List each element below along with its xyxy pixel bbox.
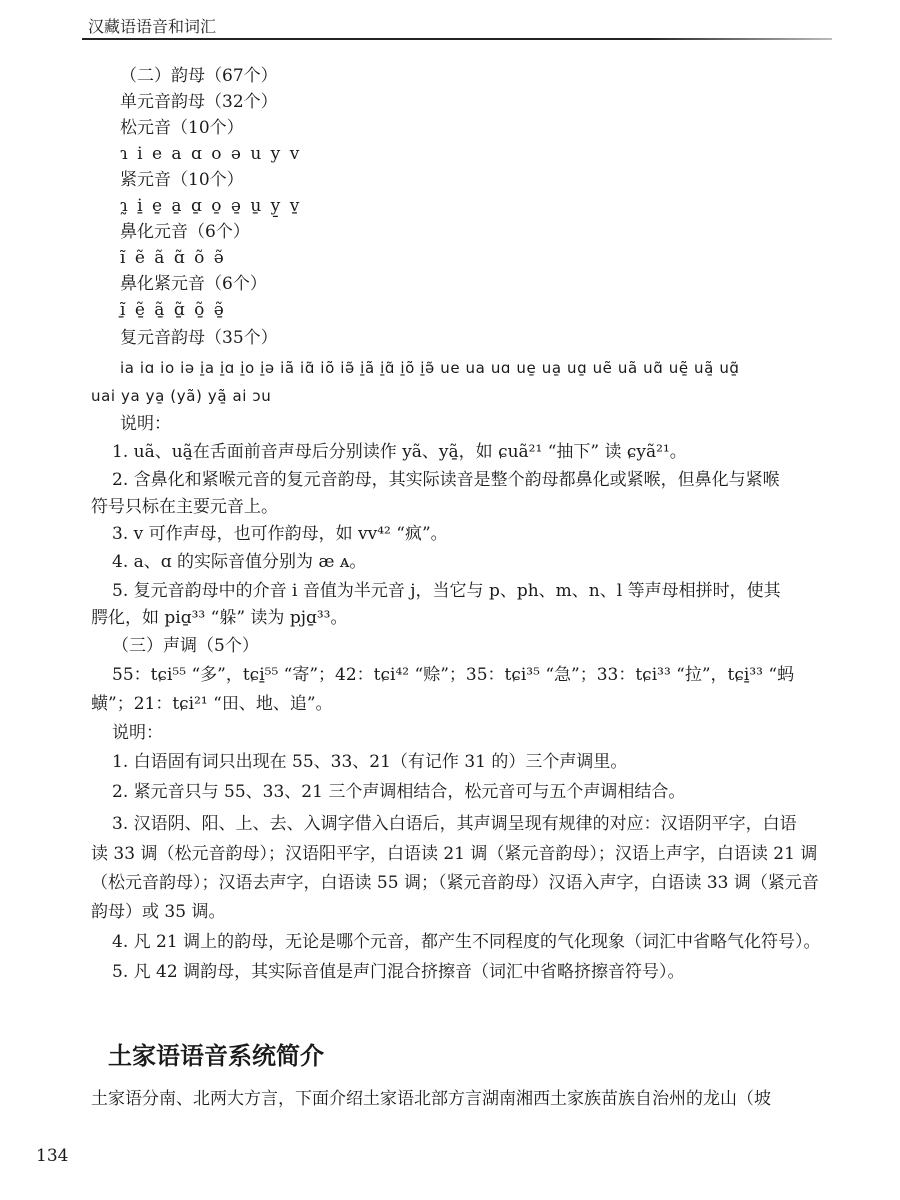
diphthong-heading: 复元音韵母（35个）: [120, 328, 278, 348]
notes-1-label: 说明：: [120, 414, 171, 434]
monophthong-heading: 单元音韵母（32个）: [120, 92, 278, 112]
lax-vowels: ɿ i e a ɑ o ə u y v: [120, 144, 302, 164]
tense-heading: 紧元音（10个）: [120, 170, 244, 190]
section-title: 土家语语音系统简介: [108, 1042, 324, 1070]
note-2-3a: 3. 汉语阴、阳、上、去、入调字借入白语后，其声调呈现有规律的对应：汉语阴平字，白语: [112, 814, 797, 834]
note-2-3b: 读 33 调（松元音韵母）；汉语阳平字，白语读 21 调（紧元音韵母）；汉语上声字，白语读 21 调: [91, 844, 818, 864]
note-1-5a: 5. 复元音韵母中的介音 i 音值为半元音 j，当它与 p、ph、m、n、l 等声母相拼时，使其: [112, 581, 781, 601]
nasal-tense-vowels: ĩ̱ ẽ̱ ã̱ ɑ̱̃ õ̱ ə̱̃: [120, 300, 226, 320]
notes-2-label: 说明：: [112, 723, 163, 743]
page-number: 134: [36, 1146, 69, 1166]
note-2-2: 2. 紧元音只与 55、33、21 三个声调相结合，松元音可与五个声调相结合。: [112, 782, 686, 802]
note-1-2b: 符号只标在主要元音上。: [91, 497, 278, 517]
note-2-3c: （松元音韵母）；汉语去声字，白语读 55 调；（紧元音韵母）汉语入声字，白语读 33 调（紧元音: [91, 873, 819, 893]
header-rule: [82, 38, 832, 40]
tones-line-1: 55：tɕi⁵⁵ “多”，tɕi̱⁵⁵ “寄”；42：tɕi⁴² “赊”；35：tɕi³⁵ “急”；33：tɕi³³ “拉”，tɕi̱³³ “蚂: [112, 665, 795, 685]
note-2-5: 5. 凡 42 调韵母，其实际音值是声门混合挤擦音（词汇中省略挤擦音符号）。: [112, 962, 685, 982]
note-1-2a: 2. 含鼻化和紧喉元音的复元音韵母，其实际读音是整个韵母都鼻化或紧喉，但鼻化与紧喉: [112, 470, 780, 490]
note-1-5b: 腭化，如 piɑ̱³³ “躲” 读为 pjɑ̱³³。: [91, 608, 348, 628]
note-1-4: 4. a、ɑ 的实际音值分别为 æ ᴀ。: [112, 552, 367, 572]
tones-heading: （三）声调（5个）: [112, 636, 259, 656]
section-intro: 土家语分南、北两大方言，下面介绍土家语北部方言湖南湘西土家族苗族自治州的龙山（坡: [91, 1089, 771, 1109]
tense-vowels: ɿ̰ i̱ e̱ a̱ ɑ̱ o̱ ə̱ u̱ y̱ v̱: [120, 196, 302, 216]
lax-heading: 松元音（10个）: [120, 118, 244, 138]
diphthongs-line-2: uai ya ya̱ (yã) yã̱ ai ɔu: [91, 387, 272, 405]
tones-line-2: 蟥”；21：tɕi²¹ “田、地、追”。: [91, 694, 333, 714]
note-2-1: 1. 白语固有词只出现在 55、33、21（有记作 31 的）三个声调里。: [112, 752, 628, 772]
diphthongs-line-1: ia iɑ io iə i̱a i̱ɑ i̱o i̱ə iã iɑ̃ iõ iə̃ i̱ã i̱ɑ̃ i̱õ i̱ə̃ ue ua uɑ ue̱ ua̱ uɑ̱ uẽ uã uɑ̃ uẽ̱ uã̱ uɑ̱̃: [120, 359, 740, 377]
running-header: 汉藏语语音和词汇: [88, 17, 217, 36]
note-2-4: 4. 凡 21 调上的韵母，无论是哪个元音，都产生不同程度的气化现象（词汇中省略气化符号）。: [112, 932, 821, 952]
note-1-1: 1. uã、uã̱在舌面前音声母后分别读作 yã、yã̱，如 ɕuã²¹ “抽下” 读 ɕyã²¹。: [112, 442, 687, 462]
nasal-heading: 鼻化元音（6个）: [120, 222, 250, 242]
note-2-3d: 韵母）或 35 调。: [91, 902, 226, 922]
nasal-tense-heading: 鼻化紧元音（6个）: [120, 274, 267, 294]
finals-heading: （二）韵母（67个）: [120, 66, 278, 86]
nasal-vowels: ĩ ẽ ã ɑ̃ õ ə̃: [120, 248, 226, 268]
note-1-3: 3. v 可作声母，也可作韵母，如 vv⁴² “疯”。: [112, 524, 448, 544]
